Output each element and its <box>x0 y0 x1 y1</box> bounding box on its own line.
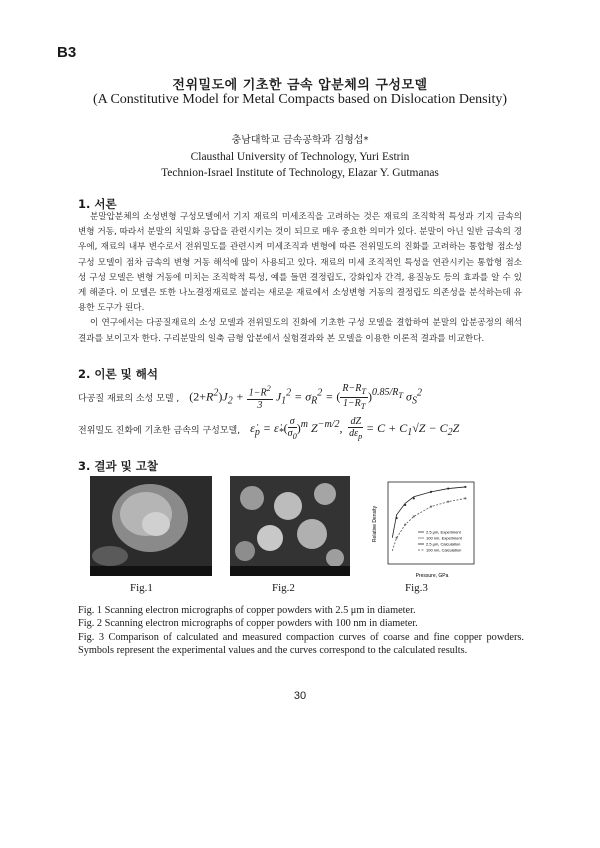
y-axis-label: Relative Density <box>372 505 378 543</box>
caption: Fig. 3 Comparison of calculated and measured compaction curves of coarse and fine copper powders. Symbols represent the experimental values and the curves correspond to the calculated results. <box>78 631 524 657</box>
paragraph: 분말압분체의 소성변형 구성모델에서 기지 재료의 미세조직을 고려하는 것은 재료의 조직학적 특성과 기지 금속의 변형 거동, 따라서 분말의 치밀화 응답을 관련시키는 것이 되므로 매우 중요한 의미가 있다. 분말이 아닌 일반 금속의 경우에, 재료의 내부 변수로서 전위밀도를 관련시켜 미세조직과 변형에 따른 전위밀도의 진화를 고려하는 통합형 점소성 구성 모델이 점차 금속의 변형 거동 해석에 많이 사용되고 있다. 재료의 미세 조직적인 특성을 연관시키는 통합형 점소성 구성 모델은 변형 거동에 미치는 조직학적 특성, 예를 들면 결정립도, 강화입자 간격, 용질농도 등의 효과를 알 수 있게 해준다. 이 모델은 또한 나노결정재료로 불리는 새로운 재료에서 소성변형 거동의 결정립도 의존성을 분석하는데 유용한 도구가 된다. <box>78 212 522 314</box>
x-axis-label: Pressure, GPa <box>415 573 449 579</box>
equation-label: 전위밀도 진화에 기초한 금속의 구성모델, <box>78 425 241 436</box>
equation: $\varepsiloṅ_p$ = $\varepsiloṅ_*$( $\frac{\sigma}{\sigma_0}$ )$^m$ $Z^{-m/2}$, $\frac{dZ}{d\varepsilon_p}$ = $C + C_1√Z - C_2Z$ <box>250 416 460 441</box>
author-block <box>0 133 600 181</box>
section-heading: 1. 서론 <box>78 197 117 211</box>
title-english: (A Constitutive Model for Metal Compacts based on Dislocation Density) <box>92 92 508 107</box>
author-line: Technion-Israel Institute of Technology, Elazar Y. Gutmanas <box>161 167 439 179</box>
chart-plot <box>370 476 480 581</box>
author-line: Clausthal University of Technology, Yuri Estrin <box>190 151 410 163</box>
micrograph-image <box>230 476 350 576</box>
sem-micrograph-fine-powder <box>230 476 350 576</box>
figure-captions <box>78 604 524 658</box>
title-korean: 전위밀도에 기초한 금속 압분체의 구성모델 <box>172 78 428 93</box>
figure-label: Fig.2 <box>272 582 295 594</box>
intro-text <box>78 210 522 347</box>
legend-label: 2.5 μm, Calculation <box>426 541 461 547</box>
sem-micrograph-coarse-powder <box>90 476 212 576</box>
legend-label: 100 nm, Calculation <box>426 547 462 553</box>
equation-dislocation-model <box>78 414 528 444</box>
page-number: 30 <box>293 690 307 702</box>
caption: Fig. 1 Scanning electron micrographs of copper powders with 2.5 μm in diameter. <box>78 605 416 616</box>
equation-porous-model <box>78 382 528 412</box>
equation: $(2+R^2)J_2$ + $\frac{1-R^2}{3}$ $J_1^2 = \sigma_R^2$ = ( $\frac{R-R_T}{1-R_T}$ )$^{0.85/R_T}$ $\sigma_S^2$ <box>189 382 422 411</box>
author-line: 충남대학교 금속공학과 김형섭* <box>231 135 369 146</box>
legend-label: 2.5 μm, Experiment <box>426 529 461 535</box>
figure-label: Fig.1 <box>130 582 153 594</box>
micrograph-image <box>90 476 212 576</box>
paragraph: 이 연구에서는 다공질재료의 소성 모델과 전위밀도의 진화에 기초한 구성 모델을 결합하여 분말의 압분공정의 해석 결과를 보이고자 한다. 구리분말의 일축 금형 압분에서 실험결과와 본 모델을 이용한 이론적 결과를 비교한다. <box>78 318 522 344</box>
caption: Fig. 2 Scanning electron micrographs of copper powders with 100 nm in diameter. <box>78 618 418 630</box>
figure-label: Fig.3 <box>405 582 428 594</box>
legend-label: 100 nm, Experiment <box>426 535 462 541</box>
compaction-curve-chart <box>370 476 480 581</box>
section-heading: 2. 이론 및 해석 <box>78 367 158 381</box>
section-tag: B3 <box>57 44 77 61</box>
equation-label: 다공질 재료의 소성 모델 , <box>78 393 180 404</box>
section-heading: 3. 결과 및 고찰 <box>78 459 158 473</box>
